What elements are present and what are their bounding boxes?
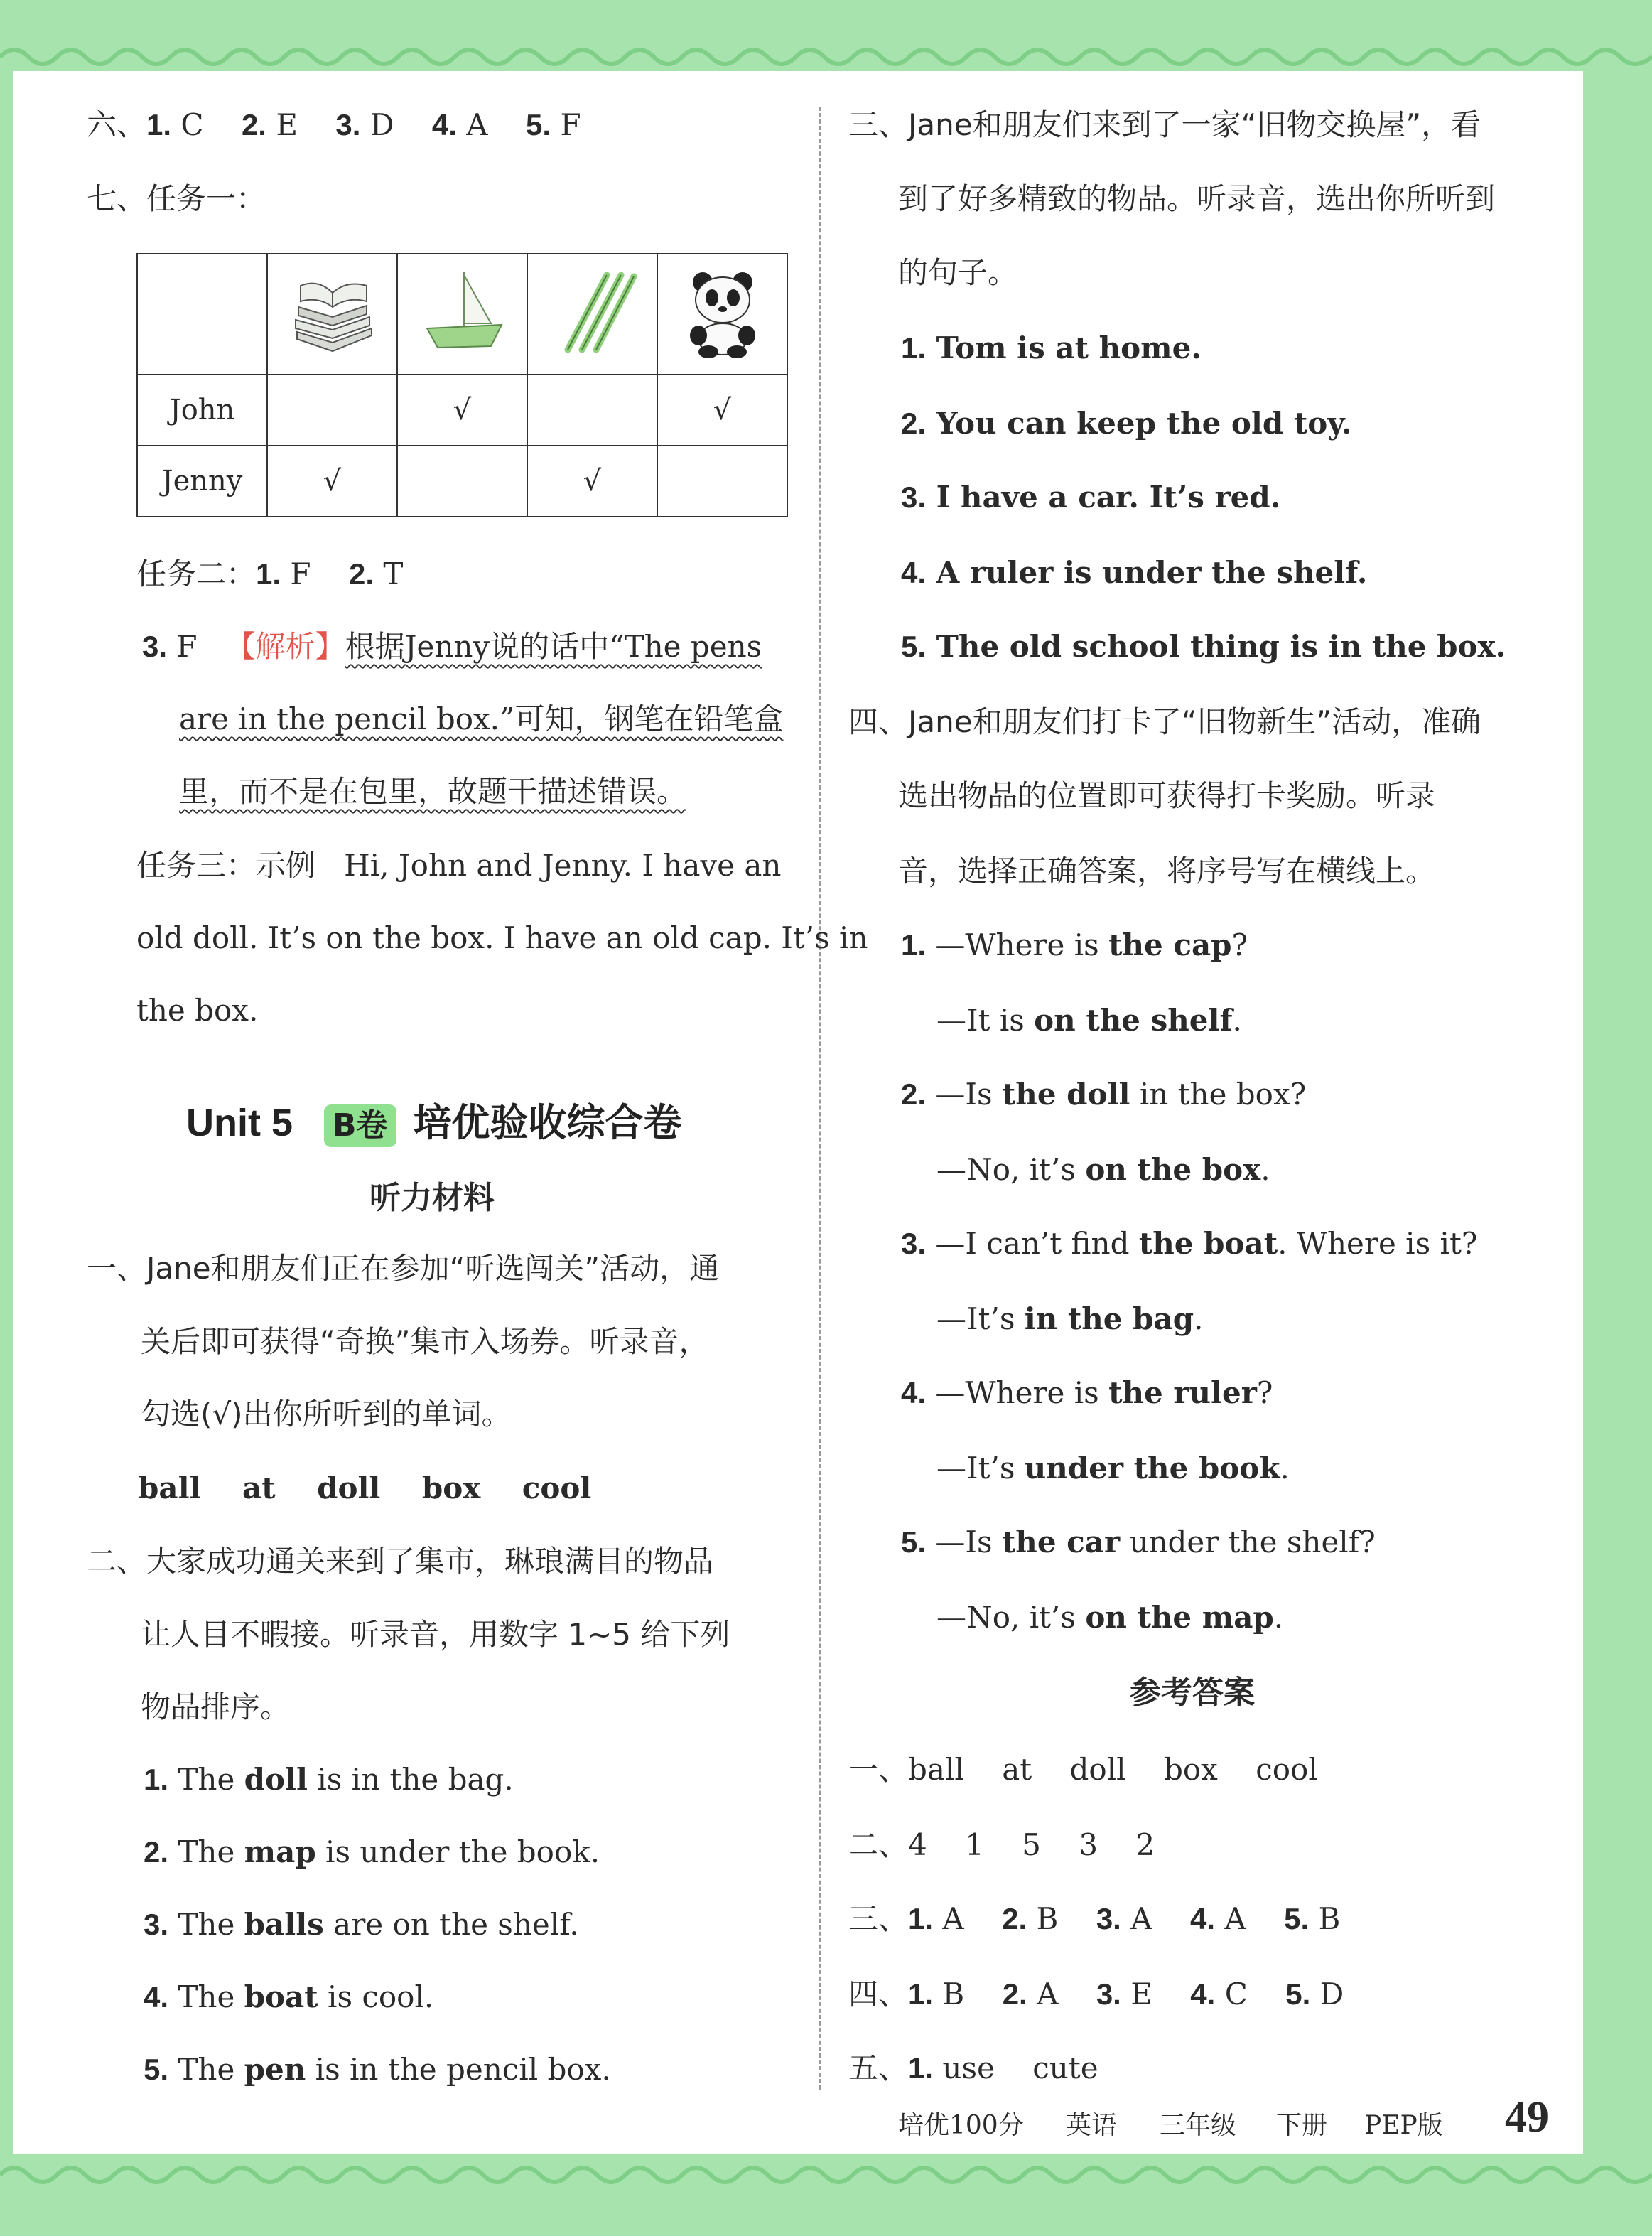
list-item: 1. The doll is in the bag. [144,1762,514,1797]
list-item: 2. You can keep the old toy. [901,406,1352,441]
answer-row-1: 一、ball at doll box cool [848,1752,1318,1787]
table-cell [527,375,657,446]
q6-label: 六、 [87,107,147,142]
dialog-question: 1. —Where is the cap? [901,928,1248,962]
listening-heading: 听力材料 [369,1180,495,1216]
table-cell: √ [657,375,787,446]
table-cell [397,446,527,517]
q6-answers: 六、1. C 2. E 3. D 4. A 5. F [87,107,581,142]
table-cell: √ [267,446,397,517]
task3-line: the box. [136,993,259,1028]
table-corner-cell [137,254,267,375]
section-1-words: ball at doll box cool [138,1471,592,1505]
task3-line: 任务三：示例 Hi, John and Jenny. I have an [136,848,782,883]
frame-left [0,0,13,2236]
table-header-row [137,254,787,375]
dialog-question: 2. —Is the doll in the box? [901,1077,1307,1112]
section-1-line: 勾选(√)出你所听到的单词。 [141,1397,512,1431]
section-3-line: 的句子。 [898,255,1018,290]
list-item: 5. The old school thing is in the box. [901,629,1506,664]
answer-row-2: 二、4 1 5 3 2 [848,1827,1155,1862]
section-1-line: 关后即可获得“奇换”集市入场券。听录音， [141,1324,709,1359]
unit-title: Unit 5 B卷 培优验收综合卷 [186,1098,682,1148]
footer-subject: 英语 [1066,2111,1118,2140]
table-cell [267,375,397,446]
row-name: John [137,375,267,446]
table-row [137,446,787,517]
section-2-line: 物品排序。 [141,1689,291,1724]
dialog-question: 4. —Where is the ruler? [901,1375,1273,1410]
table-cell: √ [397,375,527,446]
footer-volume: 下册 [1276,2111,1328,2140]
section-3-line: 到了好多精致的物品。听录音，选出你所听到 [898,181,1496,216]
list-item: 4. The boat is cool. [144,1979,434,2014]
answer-row-3: 三、1. A 2. B 3. A 4. A 5. B [848,1901,1341,1936]
table-row [137,375,787,446]
list-item: 3. The balls are on the shelf. [144,1907,579,1942]
analysis-line: are in the pencil box.”可知，钢笔在铅笔盒 [179,702,784,736]
dialog-question: 5. —Is the car under the shelf? [901,1525,1376,1559]
list-item: 1. Tom is at home. [901,330,1202,365]
pens-icon [527,254,657,375]
page-number: 49 [1505,2093,1549,2141]
answers-heading: 参考答案 [1130,1675,1255,1711]
section-2-line: 让人目不暇接。听录音，用数字 1~5 给下列 [141,1617,730,1652]
dialog-question: 3. —I can’t find the boat. Where is it? [901,1226,1478,1261]
section-4-line: 选出物品的位置即可获得打卡奖励。听录 [898,778,1436,813]
panda-icon [657,254,787,375]
column-divider [819,107,821,2090]
badge: B卷 [324,1104,396,1147]
section-2-line: 二、大家成功通关来到了集市，琳琅满目的物品 [87,1544,714,1579]
answer-row-4: 四、1. B 2. A 3. E 4. C 5. D [848,1977,1344,2011]
table-cell: √ [527,446,657,517]
q7-table [136,253,788,517]
footer-edition: PEP版 [1364,2111,1443,2140]
frame-right [1583,0,1652,2236]
list-item: 2. The map is under the book. [144,1834,600,1869]
dialog-reply: —It is on the shelf. [936,1003,1242,1038]
footer-grade: 三年级 [1160,2111,1237,2140]
section-4-line: 音，选择正确答案，将序号写在横线上。 [898,854,1436,888]
boat-icon [397,254,527,375]
dialog-reply: —No, it’s on the box. [936,1152,1270,1187]
task3-line: old doll. It’s on the box. I have an old cap. It’s in [136,920,868,955]
task2-item3: 3. F 【解析】根据Jenny说的话中“The pens [142,629,762,664]
section-4-line: 四、Jane和朋友们打卡了“旧物新生”活动，准确 [848,704,1481,739]
list-item: 3. I have a car. It’s red. [901,480,1281,515]
list-item: 4. A ruler is under the shelf. [901,555,1368,590]
task2-answers: 任务二：1. F 2. T [136,557,404,591]
analysis-line: 里，而不是在包里，故题干描述错误。 [179,774,687,809]
analysis-tag: 【解析】 [225,629,345,664]
section-1-line: 一、Jane和朋友们正在参加“听选闯关”活动，通 [87,1251,720,1286]
answer-row-5: 五、1. use cute [848,2050,1098,2085]
table-cell [657,446,787,517]
top-wave-border [0,43,1652,71]
footer-book: 培优100分 [898,2111,1024,2140]
dialog-reply: —It’s in the bag. [936,1301,1204,1336]
section-3-line: 三、Jane和朋友们来到了一家“旧物交换屋”，看 [848,107,1481,142]
dialog-reply: —It’s under the book. [936,1451,1290,1485]
list-item: 5. The pen is in the pencil box. [144,2052,611,2087]
books-icon [267,254,397,375]
row-name: Jenny [137,446,267,517]
dialog-reply: —No, it’s on the map. [936,1600,1284,1635]
bottom-wave-border [0,2161,1652,2189]
q7-label: 七、任务一： [87,181,266,216]
